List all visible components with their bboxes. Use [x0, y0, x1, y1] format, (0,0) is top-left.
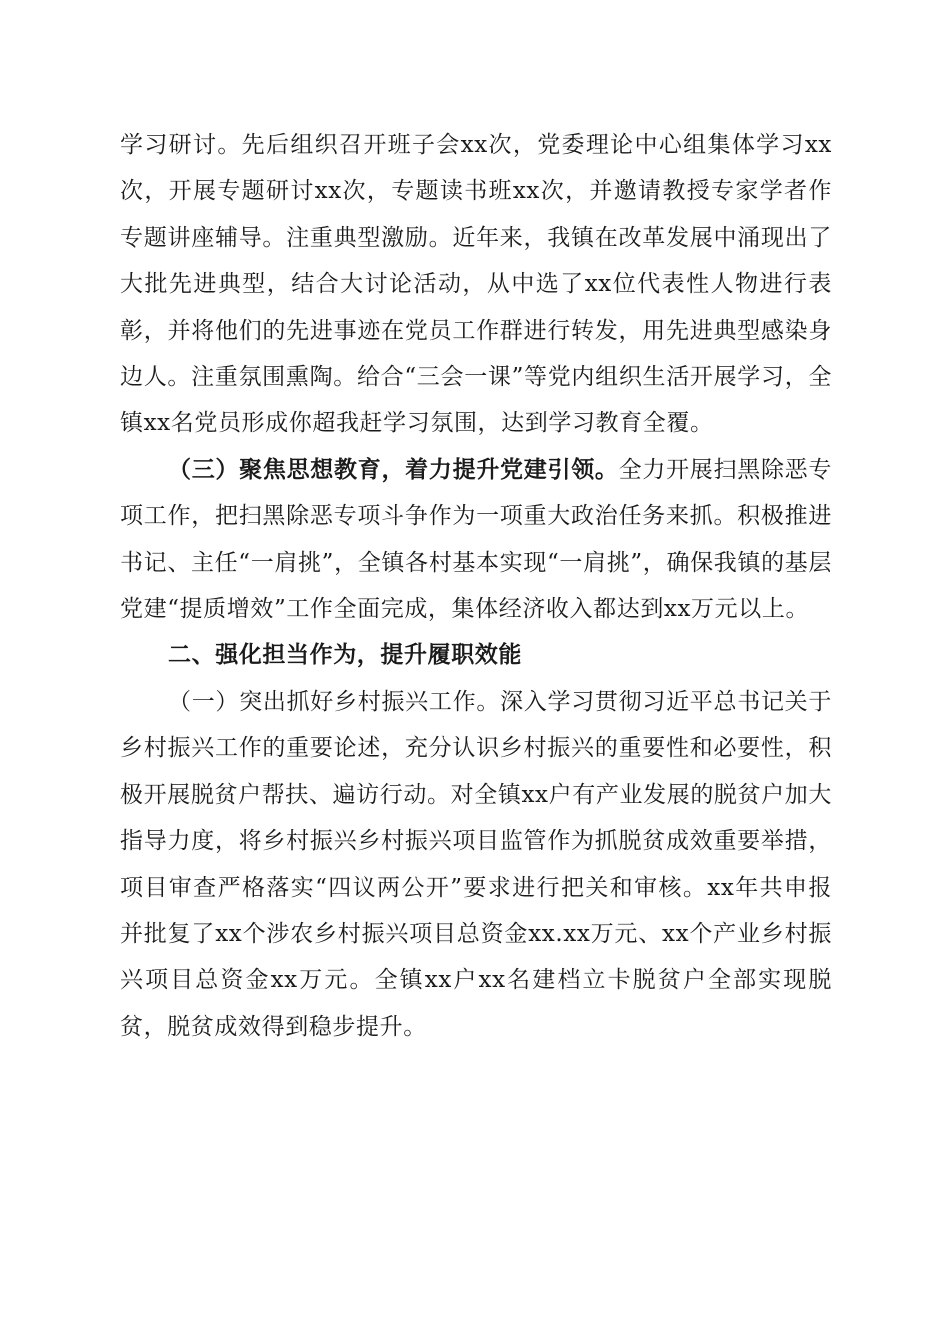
document-page [120, 122, 832, 1050]
paragraph-ideological-education [120, 447, 832, 633]
paragraph-study-discussion [120, 122, 832, 447]
paragraph-text: 全力开展扫黑除恶专项工作，把扫黑除恶专项斗争作为一项重大政治任务来抓。积极推进书记、主任“一肩挑”，全镇各村基本实现“一肩挑”，确保我镇的基层党建“提质增效”工作全面完成，集体经济收入都达到xx万元以上。 [120, 456, 833, 623]
paragraph-rural-revitalization [120, 679, 832, 1050]
paragraph-text: 深入学习贯彻习近平总书记关于乡村振兴工作的重要论述，充分认识乡村振兴的重要性和必要性，积极开展脱贫户帮扶、遍访行动。对全镇xx户有产业发展的脱贫户加大指导力度，将乡村振兴乡村振兴项目监管作为抓脱贫成效重要举措，项目审查严格落实“四议两公开”要求进行把关和审核。xx年共申报并批复了xx个涉农乡村振兴项目总资金xx.xx万元、xx个产业乡村振兴项目总资金xx万元。全镇xx户xx名建档立卡脱贫户全部实现脱贫，脱贫成效得到稳步提升。 [120, 688, 832, 1040]
paragraph-lead-heading: （一）突出抓好乡村振兴工作。 [168, 688, 501, 715]
paragraph-text: 学习研讨。先后组织召开班子会xx次，党委理论中心组集体学习xx次，开展专题研讨xx次，专题读书班xx次，并邀请教授专家学者作专题讲座辅导。注重典型激励。近年来，我镇在改革发展中涌现出了大批先进典型，结合大讨论活动，从中选了xx位代表性人物进行表彰，并将他们的先进事迹在党员工作群进行转发，用先进典型感染身边人。注重氛围熏陶。给合“三会一课”等党内组织生活开展学习，全镇xx名党员形成你超我赶学习氛围，达到学习教育全覆。 [120, 132, 832, 437]
section-heading-2: 二、强化担当作为，提升履职效能 [168, 642, 522, 669]
paragraph-lead-heading: （三）聚焦思想教育，着力提升党建引领。 [168, 456, 619, 483]
